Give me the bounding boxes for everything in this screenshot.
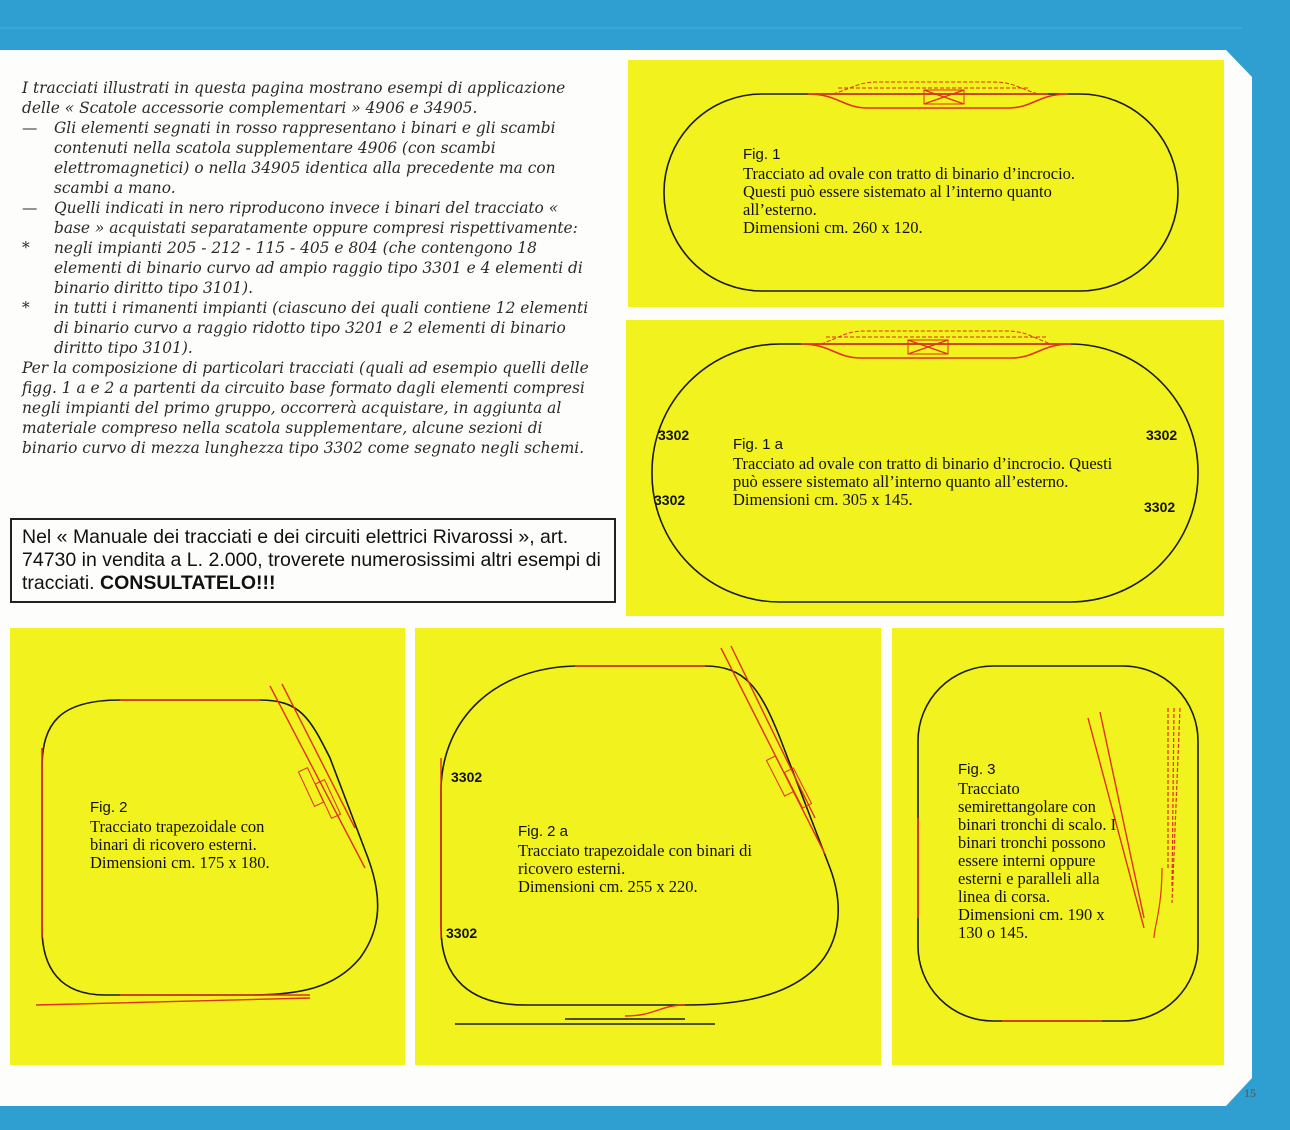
- bullet-mark: *: [22, 299, 30, 317]
- fig2-panel: [10, 628, 405, 1065]
- fig1a-panel: [626, 320, 1224, 616]
- bullet-mark: *: [22, 239, 30, 257]
- fig2a-track-label: 3302: [451, 769, 483, 785]
- fig2a-text: Tracciato trapezoidale con binari di ricovero esterni.: [518, 841, 752, 878]
- fig1a-track-label: 3302: [654, 492, 686, 508]
- fig2a-track-label: 3302: [446, 925, 478, 941]
- fig1-panel: [628, 60, 1224, 307]
- fig3-panel: [892, 628, 1224, 1065]
- intro-bullet-large-radius: [22, 238, 597, 298]
- callout-emphasis: CONSULTATELO!!!: [100, 572, 276, 594]
- fig2-text: Tracciato trapezoidale con binari di ricovero esterni.: [90, 817, 265, 854]
- fig1a-label: Fig. 1 a: [733, 436, 784, 453]
- fig3-dims: Dimensioni cm. 190 x 130 o 145.: [958, 905, 1105, 942]
- intro-bullet-small-radius: [22, 298, 597, 358]
- fig1a-text: Tracciato ad ovale con tratto di binario d’incrocio. Questi può essere sistemato all’interno quanto all’esterno.: [733, 454, 1113, 491]
- bullet-mark: —: [22, 119, 38, 137]
- fig2a-panel: [415, 628, 881, 1065]
- bullet-text: Quelli indicati in nero riproducono invece i binari del tracciato « base » acquistati separatamente oppure compresi rispettivamente:: [54, 199, 578, 237]
- fig1a-track-label: 3302: [658, 427, 690, 443]
- intro-paragraph: I tracciati illustrati in questa pagina mostrano esempi di applicazione delle « Scatole accessorie complementari » 4906 e 34905.: [22, 79, 566, 117]
- fig1a-dims: Dimensioni cm. 305 x 145.: [733, 490, 913, 509]
- bullet-text: in tutti i rimanenti impianti (ciascuno dei quali contiene 12 elementi di binario curvo a raggio ridotto tipo 3201 e 2 elementi di binario diritto tipo 3101).: [54, 299, 589, 357]
- intro-text: [22, 78, 597, 458]
- fig1-caption: [743, 146, 1088, 237]
- fig1-label: Fig. 1: [743, 146, 781, 163]
- fig2a-dims: Dimensioni cm. 255 x 220.: [518, 877, 698, 896]
- bullet-text: Gli elementi segnati in rosso rappresentano i binari e gli scambi contenuti nella scatola supplementare 4906 (con scambi elettromagnetici) o nella 34905 identica alla precedente ma con scambi a mano.: [54, 119, 556, 197]
- fig2-label: Fig. 2: [90, 799, 128, 816]
- manual-callout: [10, 518, 616, 603]
- fig1a-caption: [733, 436, 1113, 509]
- fig2a-caption: [518, 823, 808, 896]
- fig2a-label: Fig. 2 a: [518, 823, 569, 840]
- fig1-text: Tracciato ad ovale con tratto di binario d’incrocio. Questi può essere sistemato al l’interno quanto all’esterno.: [743, 164, 1076, 219]
- fig1-dims: Dimensioni cm. 260 x 120.: [743, 218, 923, 237]
- bullet-mark: —: [22, 199, 38, 217]
- fig1a-track-label: 3302: [1144, 499, 1176, 515]
- intro-bullet-red: [22, 118, 597, 198]
- bullet-text: negli impianti 205 - 212 - 115 - 405 e 804 (che contengono 18 elementi di binario curvo ad ampio raggio tipo 3301 e 4 elementi di binario diritto tipo 3101).: [54, 239, 583, 297]
- callout-text: Nel « Manuale dei tracciati e dei circuiti elettrici Rivarossi », art. 74730 in vendita a L. 2.000, troverete numerosissimi altri esempi di tracciati.: [22, 526, 601, 594]
- fig3-label: Fig. 3: [958, 761, 996, 778]
- fig2-caption: [90, 799, 270, 872]
- fig1a-track-label: 3302: [1146, 427, 1178, 443]
- fig3-text: Tracciato semirettangolare con binari tronchi di scalo. I binari tronchi possono essere interni oppure esterni e paralleli alla linea di corsa.: [958, 779, 1117, 906]
- fig3-caption: [958, 761, 1128, 942]
- intro-closing: Per la composizione di particolari tracciati (quali ad esempio quelli delle figg. 1 a e 2 a partenti da circuito base formato dagli elementi compresi negli impianti del primo gruppo, occorrerà acquistare, in aggiunta al materiale compreso nella scatola supplementare, alcune sezioni di binario curvo di mezza lunghezza tipo 3302 come segnato negli schemi.: [22, 359, 589, 457]
- fig2-dims: Dimensioni cm. 175 x 180.: [90, 853, 270, 872]
- intro-bullet-black: [22, 198, 597, 238]
- page-number: 15: [1244, 1086, 1256, 1100]
